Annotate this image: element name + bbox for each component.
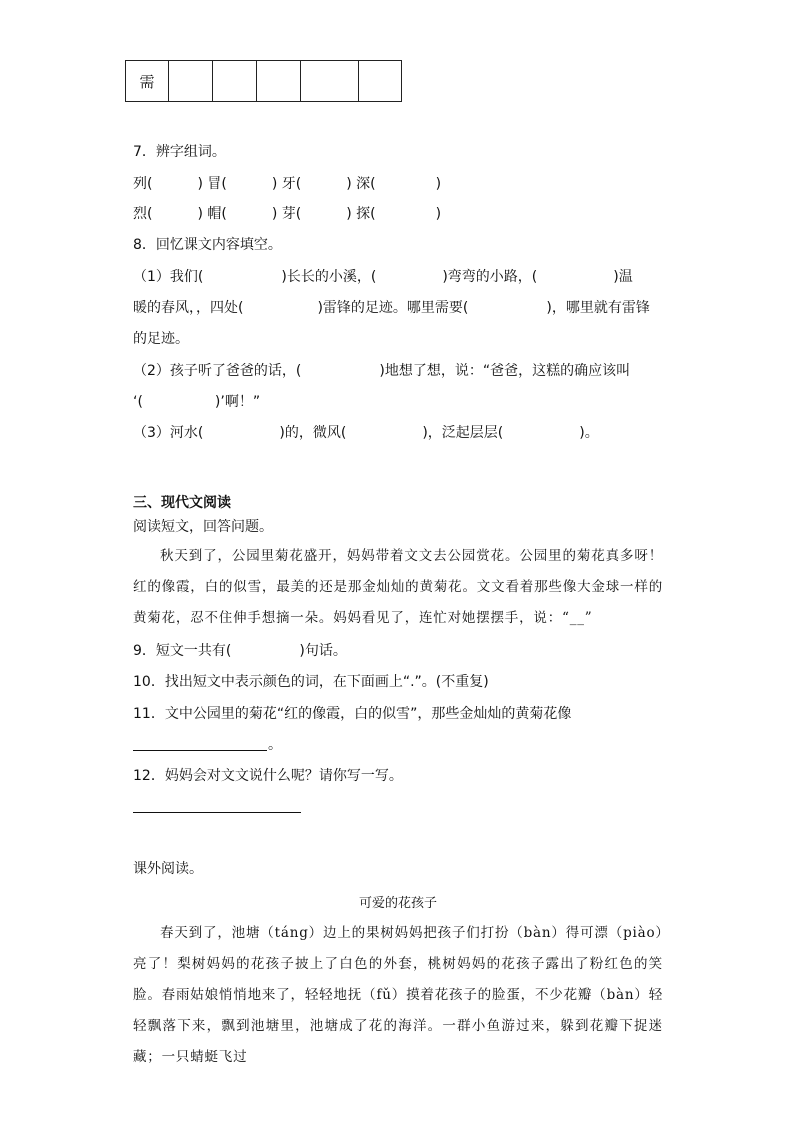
question-8-part1-line2: 暖的春风，，四处( )雷锋的足迹。哪里需要( )，哪里就有雷锋 (133, 300, 650, 316)
extra-reading-label: 课外阅读。 (133, 861, 203, 877)
answer-line-12[interactable] (133, 812, 301, 813)
question-9: 9．短文一共有( )句话。 (133, 643, 347, 659)
question-8-part1-line1: （1）我们( )长长的小溪，( )弯弯的小路，( )温 (133, 269, 633, 285)
question-10: 10．找出短文中表示颜色的词，在下面画上“.”。(不重复) (133, 674, 489, 690)
grid-cell (359, 61, 402, 102)
section-heading: 三、现代文阅读 (133, 495, 231, 511)
grid-cell (257, 61, 301, 102)
question-11: 11．文中公园里的菊花“红的像霞，白的似雪”，那些金灿灿的黄菊花像 (133, 706, 572, 722)
story-title: 可爱的花孩子 (358, 896, 437, 911)
grid-cell (301, 61, 359, 102)
question-11-end: 。 (268, 737, 282, 753)
grid-cell: 需 (126, 61, 169, 102)
story-passage: 春天到了，池塘（táng）边上的果树妈妈把孩子们打扮（bàn）得可漂（piào）亮了！梨树妈妈的花孩子披上了白色的外套，桃树妈妈的花孩子露出了粉红色的笑脸。春雨姑娘悄悄地来了，轻轻地抚（fǔ）摸着花孩子的脸蛋，不少花瓣（bàn）轻轻飘落下来，飘到池塘里，池塘成了花的海洋。一群小鱼游过来，躲到花瓣下捉迷藏；一只蜻蜓飞过 (133, 925, 663, 1065)
reading-passage: 秋天到了，公园里菊花盛开，妈妈带着文文去公园赏花。公园里的菊花真多呀！红的像霞，白的似雪，最美的还是那金灿灿的黄菊花。文文看着那些像大金球一样的黄菊花，忍不住伸手想摘一朵。妈妈看见了，连忙对她摆摆手，说：“__” (133, 548, 663, 626)
question-8-title: 8．回忆课文内容填空。 (133, 237, 282, 253)
reading-instruction: 阅读短文，回答问题。 (133, 519, 273, 535)
grid-cell (213, 61, 257, 102)
question-7-title: 7．辨字组词。 (133, 144, 226, 160)
question-12: 12．妈妈会对文文说什么呢？请你写一写。 (133, 768, 403, 784)
question-8-part1-line3: 的足迹。 (133, 331, 189, 347)
answer-line-11[interactable] (133, 750, 267, 751)
character-grid-table (125, 60, 402, 102)
question-7-row1: 列( ) 冒( ) 牙( ) 深( ) (133, 176, 442, 192)
question-7-row2: 烈( ) 帽( ) 芽( ) 探( ) (133, 206, 442, 222)
question-8-part3: （3）河水( )的，微风( )，泛起层层( )。 (133, 425, 599, 441)
grid-cell (169, 61, 213, 102)
question-8-part2-line1: （2）孩子听了爸爸的话，( )地想了想，说：“爸爸，这糕的确应该叫 (133, 363, 631, 379)
question-8-part2-line2: ‘( )’啊！” (133, 394, 261, 410)
